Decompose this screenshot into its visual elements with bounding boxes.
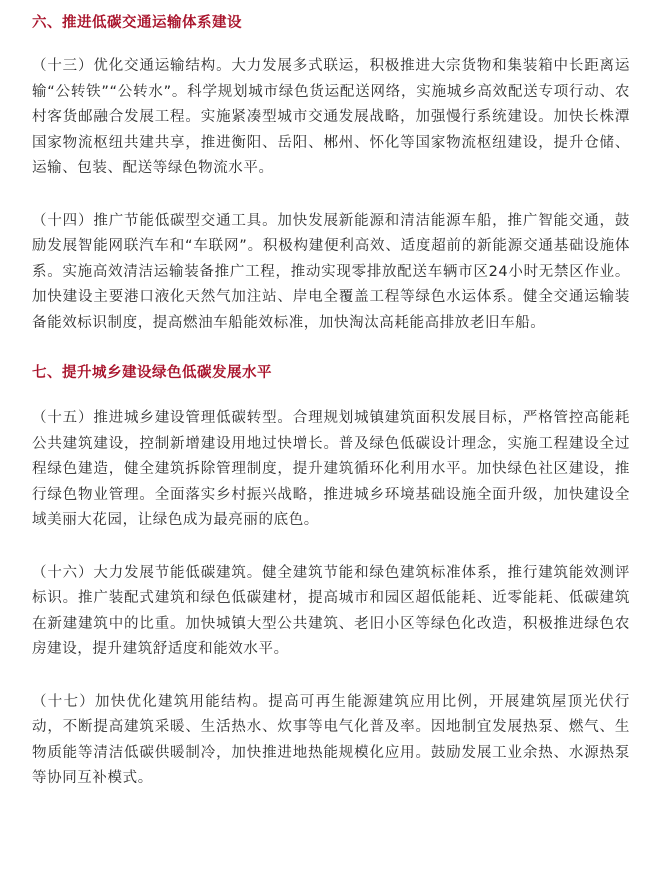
section-heading-six: 六、推进低碳交通运输体系建设 (32, 15, 242, 31)
paragraph-16: （十六）大力发展节能低碳建筑。健全建筑节能和绿色建筑标准体系，推行建筑能效测评标识。推广装配式建筑和绿色低碳建材，提高城市和园区超低能耗、近零能耗、低碳建筑在新建建筑中的比重。加快城镇大型公共建筑、老旧小区等绿色化改造，积极推进绿色农房建设，提升建筑舒适度和能效水平。 (32, 564, 630, 657)
section-heading-seven: 七、提升城乡建设绿色低碳发展水平 (32, 365, 272, 381)
paragraph-13: （十三）优化交通运输结构。大力发展多式联运，积极推进大宗货物和集装箱中长距离运输“公转铁”“公转水”。科学规划城市绿色货运配送网络，实施城乡高效配送专项行动、农村客货邮融合发展工程。实施紧凑型城市交通发展战略，加强慢行系统建设。加快长株潭国家物流枢纽共建共享，推进衡阳、岳阳、郴州、怀化等国家物流枢纽建设，提升仓储、运输、包装、配送等绿色物流水平。 (32, 58, 630, 176)
paragraph-14: （十四）推广节能低碳型交通工具。加快发展新能源和清洁能源车船，推广智能交通，鼓励发展智能网联汽车和“车联网”。积极构建便利高效、适度超前的新能源交通基础设施体系。实施高效清洁运输装备推广工程，推动实现零排放配送车辆市区24小时无禁区作业。加快建设主要港口液化天然气加注站、岸电全覆盖工程等绿色水运体系。健全交通运输装备能效标识制度，提高燃油车船能效标准，加快淘汰高耗能高排放老旧车船。 (32, 212, 630, 331)
paragraph-15: （十五）推进城乡建设管理低碳转型。合理规划城镇建筑面积发展目标，严格管控高能耗公共建筑建设，控制新增建设用地过快增长。普及绿色低碳设计理念，实施工程建设全过程绿色建造，健全建筑拆除管理制度，提升建筑循环化利用水平。加快绿色社区建设，推行绿色物业管理。全面落实乡村振兴战略，推进城乡环境基础设施全面升级，加快建设全域美丽大花园，让绿色成为最亮丽的底色。 (32, 410, 630, 528)
paragraph-17: （十七）加快优化建筑用能结构。提高可再生能源建筑应用比例，开展建筑屋顶光伏行动，不断提高建筑采暖、生活热水、炊事等电气化普及率。因地制宜发展热泵、燃气、生物质能等清洁低碳供暖制冷，加快推进地热能规模化应用。鼓励发展工业余热、水源热泵等协同互补模式。 (32, 693, 630, 786)
